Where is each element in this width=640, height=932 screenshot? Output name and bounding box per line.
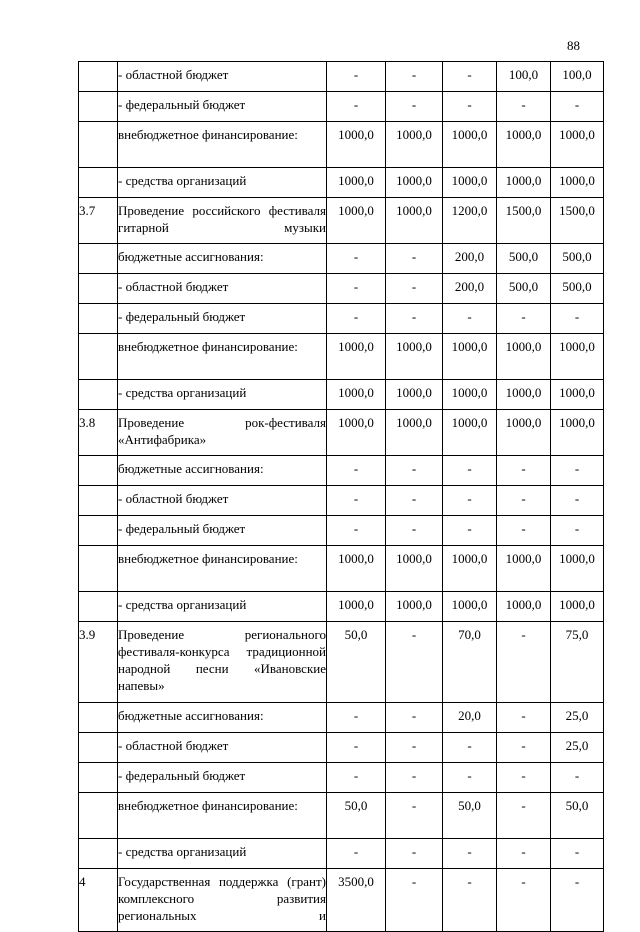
item-description-cell: бюджетные ассигнования: <box>118 703 327 733</box>
table-row <box>79 703 604 733</box>
item-description-cell: - федеральный бюджет <box>118 92 327 122</box>
amount-cell: 200,0 <box>443 274 497 304</box>
table-row <box>79 516 604 546</box>
table-row <box>79 244 604 274</box>
amount-cell: - <box>443 304 497 334</box>
amount-cell: - <box>443 733 497 763</box>
item-number-cell <box>79 839 118 869</box>
item-number-cell <box>79 122 118 168</box>
amount-cell: - <box>386 516 443 546</box>
amount-cell: - <box>327 486 386 516</box>
amount-cell: - <box>551 516 604 546</box>
amount-cell: 20,0 <box>443 703 497 733</box>
amount-cell: - <box>497 456 551 486</box>
amount-cell: 1000,0 <box>443 410 497 456</box>
amount-cell: 1000,0 <box>386 410 443 456</box>
amount-cell: 500,0 <box>551 274 604 304</box>
amount-cell: 3500,0 <box>327 869 386 932</box>
item-number-cell <box>79 592 118 622</box>
amount-cell: - <box>327 274 386 304</box>
amount-cell: - <box>551 92 604 122</box>
amount-cell: 1000,0 <box>327 410 386 456</box>
table-row <box>79 456 604 486</box>
amount-cell: 1000,0 <box>327 168 386 198</box>
amount-cell: - <box>551 456 604 486</box>
amount-cell: 1000,0 <box>386 334 443 380</box>
table-row <box>79 92 604 122</box>
amount-cell: 1000,0 <box>443 592 497 622</box>
item-number-cell <box>79 763 118 793</box>
amount-cell: - <box>386 869 443 932</box>
amount-cell: 50,0 <box>327 622 386 703</box>
table-row <box>79 622 604 703</box>
item-number-cell <box>79 703 118 733</box>
amount-cell: 1000,0 <box>551 122 604 168</box>
amount-cell: - <box>327 516 386 546</box>
item-number-cell <box>79 516 118 546</box>
amount-cell: - <box>386 274 443 304</box>
amount-cell: - <box>497 869 551 932</box>
amount-cell: 100,0 <box>497 62 551 92</box>
amount-cell: 1000,0 <box>443 122 497 168</box>
table-row <box>79 334 604 380</box>
table-row <box>79 380 604 410</box>
amount-cell: 200,0 <box>443 244 497 274</box>
amount-cell: - <box>497 733 551 763</box>
amount-cell: - <box>327 839 386 869</box>
item-number-cell <box>79 733 118 763</box>
amount-cell: 500,0 <box>551 244 604 274</box>
amount-cell: 1000,0 <box>551 334 604 380</box>
table-row <box>79 839 604 869</box>
amount-cell: - <box>386 793 443 839</box>
amount-cell: 50,0 <box>551 793 604 839</box>
amount-cell: 1000,0 <box>497 380 551 410</box>
amount-cell: 1000,0 <box>386 198 443 244</box>
amount-cell: 500,0 <box>497 244 551 274</box>
table-row <box>79 592 604 622</box>
amount-cell: 1000,0 <box>551 168 604 198</box>
amount-cell: - <box>497 486 551 516</box>
amount-cell: - <box>386 486 443 516</box>
amount-cell: - <box>551 763 604 793</box>
amount-cell: 1000,0 <box>551 592 604 622</box>
amount-cell: - <box>327 456 386 486</box>
amount-cell: 1000,0 <box>551 380 604 410</box>
item-number-cell <box>79 168 118 198</box>
item-number-cell <box>79 92 118 122</box>
item-description-cell: Проведение рок-фестиваля «Антифабрика» <box>118 410 327 456</box>
table-row <box>79 733 604 763</box>
amount-cell: - <box>443 456 497 486</box>
item-description-cell: внебюджетное финансирование: <box>118 122 327 168</box>
amount-cell: - <box>551 304 604 334</box>
item-description-cell: - областной бюджет <box>118 62 327 92</box>
amount-cell: 500,0 <box>497 274 551 304</box>
table-row <box>79 274 604 304</box>
item-description-cell: - средства организаций <box>118 839 327 869</box>
item-number-cell <box>79 793 118 839</box>
item-description-cell: - федеральный бюджет <box>118 304 327 334</box>
table-row <box>79 486 604 516</box>
table-row <box>79 304 604 334</box>
amount-cell: - <box>327 304 386 334</box>
amount-cell: 1000,0 <box>497 334 551 380</box>
amount-cell: 1000,0 <box>443 168 497 198</box>
budget-table <box>78 61 604 932</box>
item-description-cell: бюджетные ассигнования: <box>118 244 327 274</box>
amount-cell: - <box>497 763 551 793</box>
amount-cell: - <box>327 92 386 122</box>
amount-cell: - <box>386 733 443 763</box>
amount-cell: - <box>443 486 497 516</box>
amount-cell: 1000,0 <box>327 592 386 622</box>
amount-cell: 1000,0 <box>386 122 443 168</box>
amount-cell: 1000,0 <box>386 592 443 622</box>
amount-cell: 100,0 <box>551 62 604 92</box>
amount-cell: 1500,0 <box>497 198 551 244</box>
table-row <box>79 62 604 92</box>
amount-cell: 70,0 <box>443 622 497 703</box>
amount-cell: 1000,0 <box>497 546 551 592</box>
amount-cell: - <box>386 62 443 92</box>
amount-cell: - <box>386 92 443 122</box>
amount-cell: - <box>386 763 443 793</box>
item-number-cell: 3.7 <box>79 198 118 244</box>
amount-cell: 1000,0 <box>327 334 386 380</box>
item-description-cell: - средства организаций <box>118 592 327 622</box>
item-description-cell: - средства организаций <box>118 168 327 198</box>
amount-cell: 1000,0 <box>443 380 497 410</box>
amount-cell: 1000,0 <box>386 380 443 410</box>
item-description-cell: Проведение регионального фестиваля-конкурса традиционной народной песни «Ивановские напевы» <box>118 622 327 703</box>
amount-cell: - <box>497 304 551 334</box>
amount-cell: 1000,0 <box>497 410 551 456</box>
amount-cell: - <box>386 622 443 703</box>
amount-cell: 1000,0 <box>497 592 551 622</box>
amount-cell: - <box>497 703 551 733</box>
item-number-cell <box>79 456 118 486</box>
amount-cell: 1000,0 <box>327 380 386 410</box>
amount-cell: 1000,0 <box>443 546 497 592</box>
item-number-cell <box>79 62 118 92</box>
amount-cell: - <box>497 92 551 122</box>
amount-cell: - <box>327 244 386 274</box>
item-number-cell <box>79 486 118 516</box>
amount-cell: - <box>327 62 386 92</box>
item-number-cell: 3.8 <box>79 410 118 456</box>
item-number-cell: 3.9 <box>79 622 118 703</box>
amount-cell: 1000,0 <box>443 334 497 380</box>
amount-cell: 1000,0 <box>551 546 604 592</box>
amount-cell: - <box>551 839 604 869</box>
item-description-cell: - средства организаций <box>118 380 327 410</box>
item-number-cell <box>79 244 118 274</box>
amount-cell: 1000,0 <box>386 168 443 198</box>
table-row <box>79 198 604 244</box>
amount-cell: 50,0 <box>443 793 497 839</box>
amount-cell: 50,0 <box>327 793 386 839</box>
amount-cell: - <box>386 703 443 733</box>
amount-cell: 1000,0 <box>497 122 551 168</box>
table-row <box>79 122 604 168</box>
amount-cell: 1200,0 <box>443 198 497 244</box>
item-description-cell: внебюджетное финансирование: <box>118 546 327 592</box>
item-description-cell: внебюджетное финансирование: <box>118 334 327 380</box>
amount-cell: 75,0 <box>551 622 604 703</box>
item-description-cell: бюджетные ассигнования: <box>118 456 327 486</box>
amount-cell: - <box>443 516 497 546</box>
item-description-cell: - областной бюджет <box>118 274 327 304</box>
amount-cell: - <box>497 793 551 839</box>
page-number: 88 <box>567 38 580 53</box>
item-number-cell <box>79 380 118 410</box>
table-row <box>79 546 604 592</box>
amount-cell: - <box>443 62 497 92</box>
amount-cell: - <box>497 839 551 869</box>
amount-cell: - <box>386 304 443 334</box>
table-row <box>79 410 604 456</box>
amount-cell: - <box>386 456 443 486</box>
item-description-cell: - областной бюджет <box>118 733 327 763</box>
item-description-cell: Проведение российского фестиваля гитарной музыки <box>118 198 327 244</box>
amount-cell: - <box>551 869 604 932</box>
amount-cell: - <box>386 244 443 274</box>
amount-cell: - <box>443 92 497 122</box>
table-row <box>79 793 604 839</box>
amount-cell: 25,0 <box>551 703 604 733</box>
amount-cell: 1000,0 <box>327 122 386 168</box>
table-row <box>79 168 604 198</box>
amount-cell: 1000,0 <box>497 168 551 198</box>
table-row <box>79 763 604 793</box>
amount-cell: - <box>443 869 497 932</box>
amount-cell: - <box>497 516 551 546</box>
item-description-cell: - областной бюджет <box>118 486 327 516</box>
amount-cell: - <box>327 703 386 733</box>
amount-cell: 1000,0 <box>327 546 386 592</box>
item-description-cell: внебюджетное финансирование: <box>118 793 327 839</box>
item-number-cell <box>79 304 118 334</box>
item-number-cell <box>79 334 118 380</box>
amount-cell: 25,0 <box>551 733 604 763</box>
amount-cell: - <box>327 733 386 763</box>
amount-cell: - <box>327 763 386 793</box>
item-number-cell <box>79 274 118 304</box>
amount-cell: - <box>551 486 604 516</box>
amount-cell: - <box>497 622 551 703</box>
item-number-cell: 4 <box>79 869 118 932</box>
item-number-cell <box>79 546 118 592</box>
amount-cell: 1500,0 <box>551 198 604 244</box>
item-description-cell: - федеральный бюджет <box>118 763 327 793</box>
item-description-cell: - федеральный бюджет <box>118 516 327 546</box>
item-description-cell: Государственная поддержка (грант) комплексного развития региональных и <box>118 869 327 932</box>
amount-cell: - <box>443 839 497 869</box>
amount-cell: - <box>443 763 497 793</box>
amount-cell: 1000,0 <box>386 546 443 592</box>
amount-cell: 1000,0 <box>327 198 386 244</box>
amount-cell: - <box>386 839 443 869</box>
table-row <box>79 869 604 932</box>
amount-cell: 1000,0 <box>551 410 604 456</box>
